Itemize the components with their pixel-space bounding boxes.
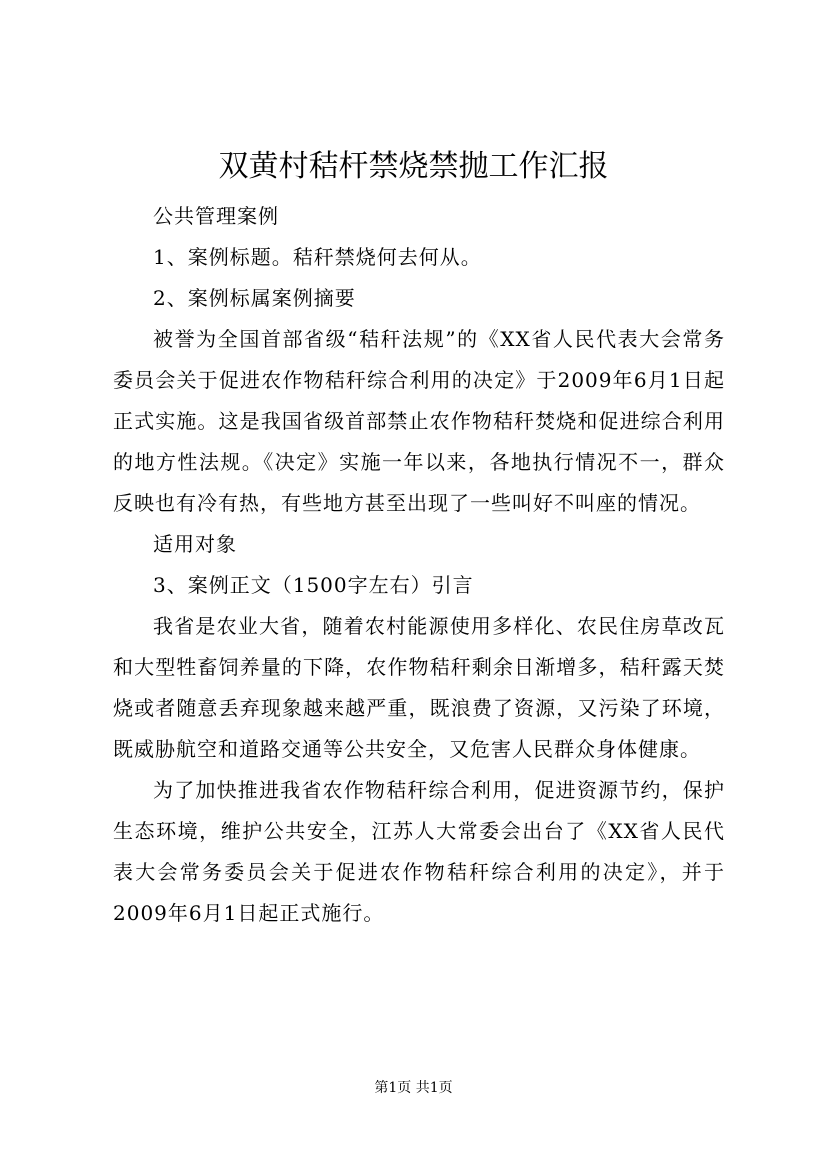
paragraph-case-title: 1、案例标题。秸秆禁烧何去何从。 xyxy=(153,245,482,269)
page-number-footer: 第1页 共1页 xyxy=(374,1080,453,1096)
paragraph-body-heading: 3、案例正文（1500字左右）引言 xyxy=(153,573,474,597)
document-title: 双黄村秸杆禁烧禁抛工作汇报 xyxy=(218,149,609,184)
paragraph-case-abstract-heading: 2、案例标属案例摘要 xyxy=(153,286,356,310)
paragraph-policy: 为了加快推进我省农作物秸秆综合利用，促进资源节约，保护生态环境，维护公共安全，江苏人大常委会出台了《XX省人民代表大会常务委员会关于促进农作物秸秆综合利用的决定》，并于2009年6月1日起正式施行。 xyxy=(113,778,725,925)
paragraph-intro: 我省是农业大省，随着农村能源使用多样化、农民住房草改瓦和大型牲畜饲养量的下降，农作物秸秆剩余日渐增多，秸秆露天焚烧或者随意丢弃现象越来越严重，既浪费了资源，又污染了环境，既威胁航空和道路交通等公共安全，又危害人民群众身体健康。 xyxy=(113,614,725,761)
document-body xyxy=(113,196,725,934)
paragraph-case-type: 公共管理案例 xyxy=(153,204,279,228)
paragraph-abstract: 被誉为全国首部省级“秸秆法规”的《XX省人民代表大会常务委员会关于促进农作物秸秆综合利用的决定》于2009年6月1日起正式实施。这是我国省级首部禁止农作物秸秆焚烧和促进综合利用的地方性法规。《决定》实施一年以来，各地执行情况不一，群众反映也有冷有热，有些地方甚至出现了一些叫好不叫座的情况。 xyxy=(113,327,725,515)
paragraph-audience: 适用对象 xyxy=(153,532,237,556)
